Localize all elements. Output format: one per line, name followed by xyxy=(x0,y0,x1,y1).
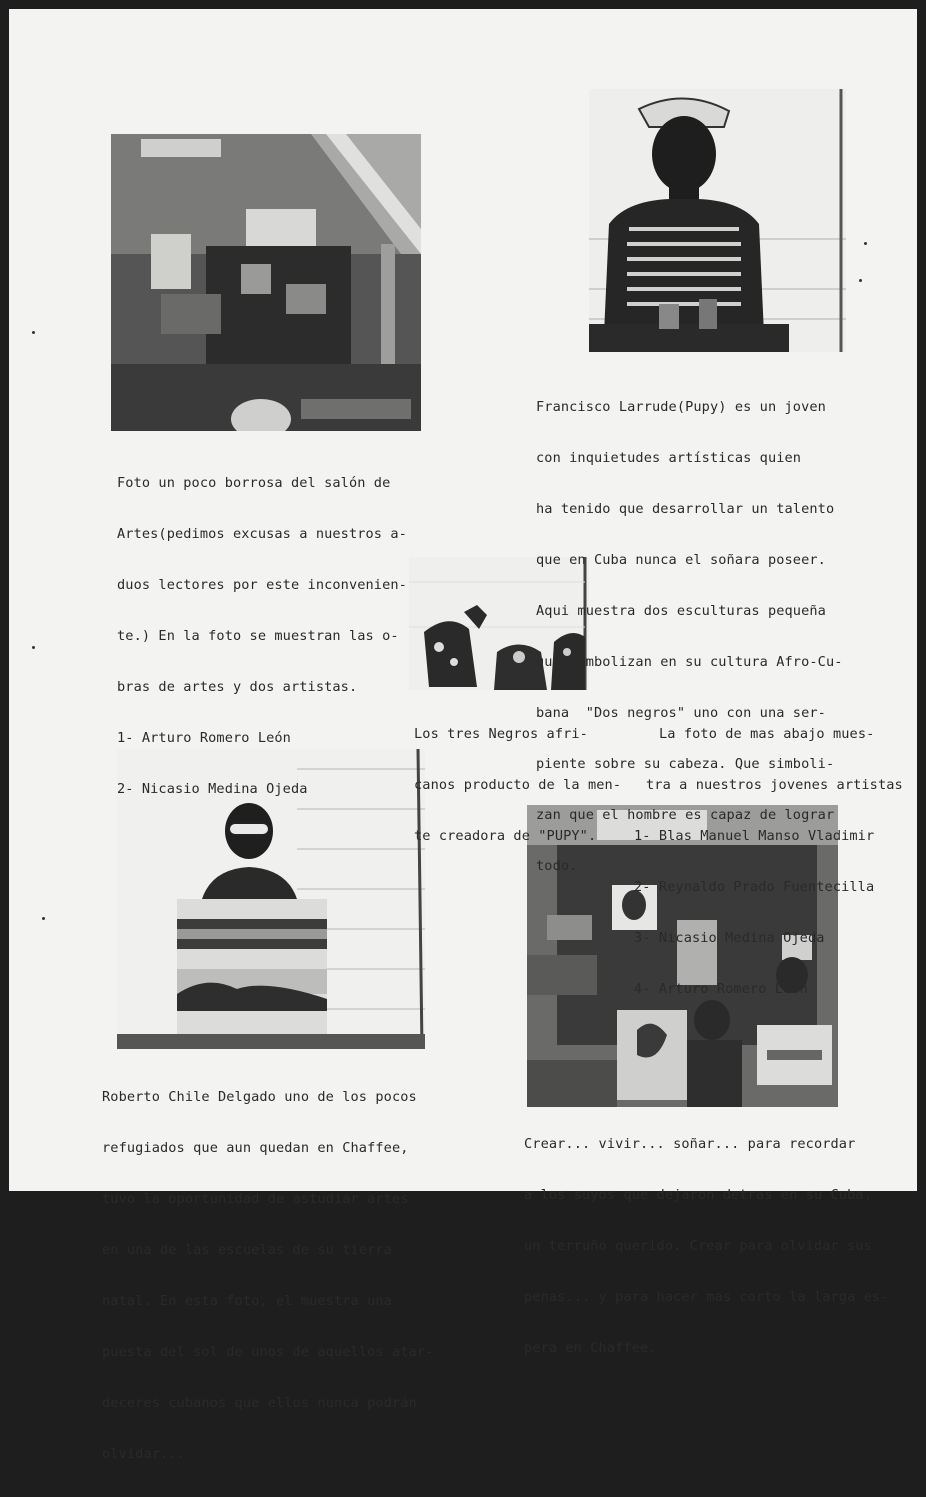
pupy-caption-line: Aqui muestra dos esculturas pequeña xyxy=(536,603,826,619)
artistas-caption-line: 3- Nicasio Medina Ojeda xyxy=(634,930,825,946)
negros-caption xyxy=(414,692,621,879)
roberto-caption xyxy=(102,1055,433,1497)
artistas-caption-line: La foto de mas abajo mues- xyxy=(659,726,875,742)
artistas-caption xyxy=(634,692,903,1032)
pupy-caption-line: zan que el hombre es capaz de lograr xyxy=(536,807,835,823)
salon-caption-line: 2- Nicasio Medina Ojeda xyxy=(117,781,308,797)
pupy-caption-line: que simbolizan en su cultura Afro-Cu- xyxy=(536,654,843,670)
pupy-portrait-photo xyxy=(589,89,846,352)
negros-caption-line: te creadora de "PUPY". xyxy=(414,828,597,844)
salon-caption-line: 1- Arturo Romero León xyxy=(117,730,291,746)
salon-caption-line: duos lectores por este inconvenien- xyxy=(117,577,407,593)
crear-caption-line: Crear... vivir... soñar... para recordar xyxy=(524,1136,856,1152)
roberto-caption-line: deceres cubanos que ellos nunca podrán xyxy=(102,1395,417,1411)
pupy-caption-line: piente sobre su cabeza. Que simboli- xyxy=(536,756,835,772)
crear-caption-line: un terruño querido. Crear para olvidar sus xyxy=(524,1238,872,1254)
roberto-caption-line: puesta del sol de unos de aquellos atar- xyxy=(102,1344,434,1360)
salon-photo xyxy=(111,134,421,431)
negros-caption-line: canos producto de la men- xyxy=(414,777,622,793)
punch-mark xyxy=(42,917,45,920)
punch-mark xyxy=(864,242,867,245)
punch-mark xyxy=(32,331,35,334)
salon-caption-line: bras de artes y dos artistas. xyxy=(117,679,358,695)
crear-caption-line: penas... y para hacer mas corto la larga es- xyxy=(524,1289,889,1305)
roberto-caption-line: en una de las escuelas de su tierra xyxy=(102,1242,392,1258)
crear-caption xyxy=(524,1102,889,1391)
pupy-caption-line: todo. xyxy=(536,858,578,874)
salon-caption-line: Foto un poco borrosa del salón de xyxy=(117,475,391,491)
pupy-caption-line: ha tenido que desarrollar un talento xyxy=(536,501,835,517)
artistas-caption-line: 2- Reynaldo Prado Fuentecilla xyxy=(634,879,875,895)
pupy-caption-line: que en Cuba nunca el soñara poseer. xyxy=(536,552,826,568)
pupy-caption-line: Francisco Larrude(Pupy) es un joven xyxy=(536,399,826,415)
crear-caption-line: a los suyos que dejaron detras en su Cuba, xyxy=(524,1187,872,1203)
salon-caption xyxy=(117,441,407,832)
negros-caption-line: Los tres Negros afri- xyxy=(414,726,588,742)
roberto-caption-line: olvidar... xyxy=(102,1446,185,1462)
punch-mark xyxy=(859,279,862,282)
pupy-caption-line: bana "Dos negros" uno con una ser- xyxy=(536,705,826,721)
punch-mark xyxy=(32,646,35,649)
roberto-caption-line: tuvo la oportunidad de astudiar artes xyxy=(102,1191,409,1207)
pupy-caption-line: con inquietudes artísticas quien xyxy=(536,450,802,466)
roberto-caption-line: natal. En esta foto, el muestra una xyxy=(102,1293,392,1309)
salon-caption-line: te.) En la foto se muestran las o- xyxy=(117,628,399,644)
artistas-caption-line: 4- Arturo Romero León xyxy=(634,981,808,997)
roberto-caption-line: refugiados que aun quedan en Chaffee, xyxy=(102,1140,409,1156)
crear-caption-line: pera en Chaffee. xyxy=(524,1340,657,1356)
salon-caption-line: Artes(pedimos excusas a nuestros a- xyxy=(117,526,407,542)
artistas-caption-line: 1- Blas Manuel Manso Vladimir xyxy=(634,828,875,844)
document-page xyxy=(9,9,917,1462)
roberto-caption-line: Roberto Chile Delgado uno de los pocos xyxy=(102,1089,417,1105)
artistas-caption-line: tra a nuestros jovenes artistas xyxy=(646,777,903,793)
